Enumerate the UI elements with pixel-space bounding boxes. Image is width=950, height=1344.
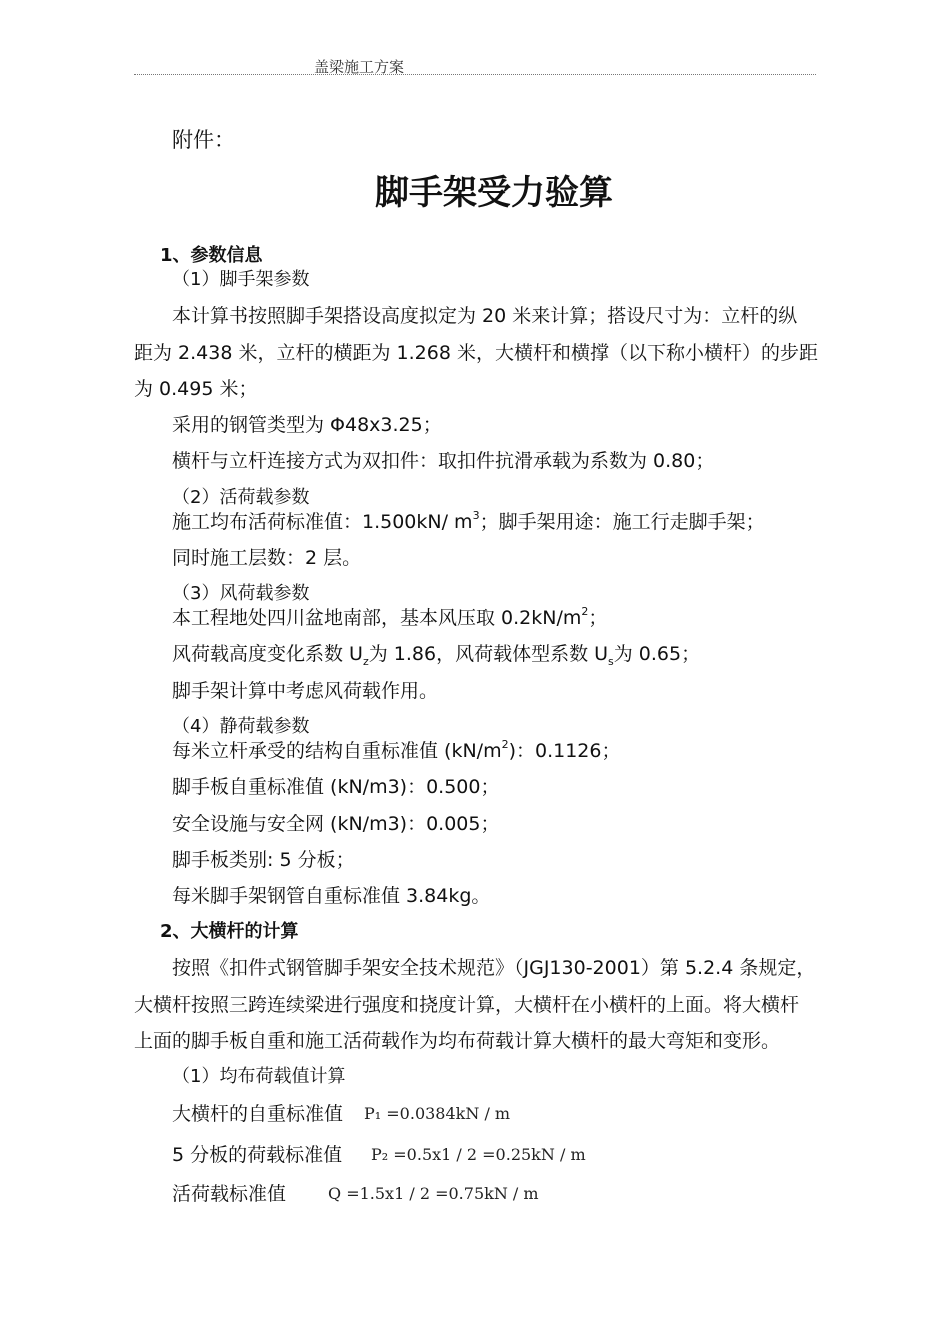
text-segment: 施工均布活荷标准值：1.500kN/ m	[172, 511, 473, 533]
subscript: s	[608, 654, 614, 668]
text-segment: ；	[588, 607, 608, 629]
section-2-heading: 2、大横杆的计算	[160, 921, 299, 942]
paragraph-line: 脚手板自重标准值 (kN/m3)：0.500；	[172, 776, 500, 798]
paragraph-line: 脚手板类别: 5 分板；	[172, 849, 355, 871]
formula-row-label: 大横杆的自重标准值	[172, 1103, 344, 1125]
attachment-label: 附件：	[172, 128, 235, 152]
subscript: z	[362, 654, 369, 668]
paragraph-line: 大横杆按照三跨连续梁进行强度和挠度计算，大横杆在小横杆的上面。将大横杆	[134, 994, 800, 1016]
subheading-wind-load: （3）风荷载参数	[172, 583, 310, 604]
formula-row-label: 活荷载标准值	[172, 1183, 287, 1205]
paragraph-line: 同时施工层数：2 层。	[172, 547, 362, 569]
paragraph-line: 上面的脚手板自重和施工活荷载作为均布荷载计算大横杆的最大弯矩和变形。	[134, 1030, 781, 1052]
text-segment: 为 1.86，风荷载体型系数 U	[368, 643, 609, 665]
paragraph-line: 安全设施与安全网 (kN/m3)：0.005；	[172, 813, 500, 835]
paragraph-line: 为 0.495 米；	[134, 378, 258, 400]
superscript: 2	[581, 605, 589, 618]
formula: Q =1.5x1 / 2 =0.75kN / m	[328, 1184, 539, 1203]
document-title: 脚手架受力验算	[375, 173, 613, 213]
text-segment: 每米立杆承受的结构自重标准值 (kN/m	[172, 740, 502, 762]
header-title: 盖梁施工方案	[314, 58, 405, 76]
formula-row-label: 5 分板的荷载标准值	[172, 1144, 343, 1166]
superscript: 3	[472, 509, 480, 522]
formula: P₂ =0.5x1 / 2 =0.25kN / m	[371, 1145, 586, 1164]
section-1-heading: 1、参数信息	[160, 245, 263, 266]
paragraph-line: 横杆与立杆连接方式为双扣件：取扣件抗滑承载为系数为 0.80；	[172, 450, 715, 472]
paragraph-line: 采用的钢管类型为 Φ48x3.25；	[172, 414, 442, 436]
text-segment: )：0.1126；	[508, 740, 621, 762]
text-segment: ；脚手架用途：施工行走脚手架；	[479, 511, 765, 533]
subheading-static-load: （4）静荷载参数	[172, 716, 310, 737]
text-segment: 本工程地处四川盆地南部，基本风压取 0.2kN/m	[172, 607, 582, 629]
text-segment: 风荷载高度变化系数 U	[172, 643, 363, 665]
subheading-uniform-load: （1）均布荷载值计算	[172, 1066, 346, 1087]
paragraph-line: 距为 2.438 米，立杆的横距为 1.268 米，大横杆和横撑（以下称小横杆）的步距	[134, 342, 818, 364]
paragraph-line: 按照《扣件式钢管脚手架安全技术规范》（JGJ130-2001）第 5.2.4 条规定，	[172, 957, 816, 979]
page-header	[134, 56, 816, 75]
paragraph-line: 本计算书按照脚手架搭设高度拟定为 20 米来计算；搭设尺寸为：立杆的纵	[172, 305, 798, 327]
paragraph-line	[172, 642, 700, 674]
subheading-live-load: （2）活荷载参数	[172, 487, 310, 508]
text-segment: 为 0.65；	[613, 643, 701, 665]
paragraph-line	[172, 739, 621, 763]
superscript: 2	[501, 738, 509, 751]
paragraph-line: 脚手架计算中考虑风荷载作用。	[172, 680, 439, 702]
subheading-scaffold-params: （1）脚手架参数	[172, 269, 310, 290]
formula: P₁ =0.0384kN / m	[364, 1104, 511, 1123]
paragraph-line	[172, 510, 765, 534]
paragraph-line: 每米脚手架钢管自重标准值 3.84kg。	[172, 885, 491, 907]
paragraph-line	[172, 606, 607, 630]
